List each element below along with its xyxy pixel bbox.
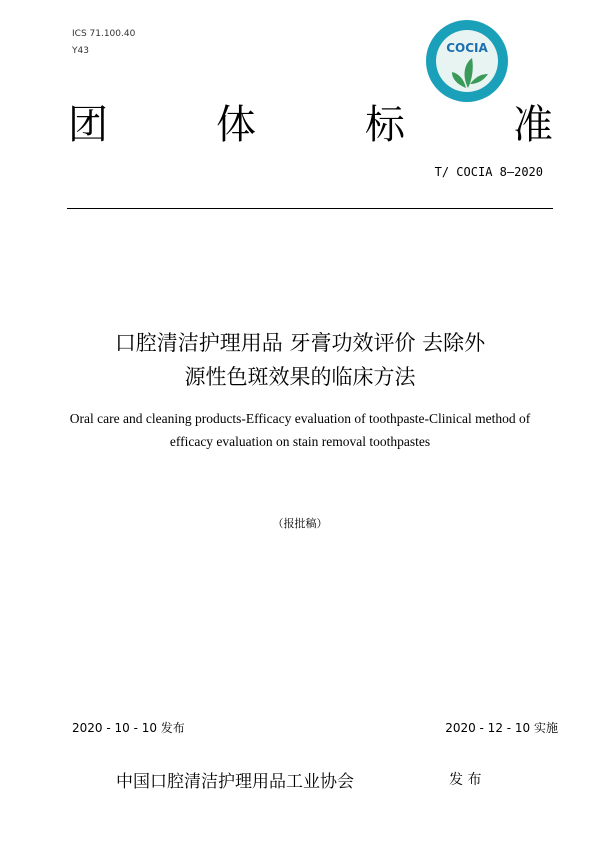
title-en-line-2: efficacy evaluation on stain removal toothpastes: [169, 434, 431, 449]
type-char-3: 标: [365, 102, 405, 148]
issuer-suffix: 发 布: [449, 772, 482, 788]
type-char-1: 团: [68, 102, 108, 148]
implement-date: 2020 - 12 - 10 实施: [445, 721, 558, 735]
cocia-logo: [424, 18, 510, 104]
issuer-name: 中国口腔清洁护理用品工业协会: [116, 772, 354, 792]
svg-text:COCIA: COCIA: [446, 41, 488, 55]
ccs-code: Y43: [72, 46, 89, 56]
type-char-4: 准: [513, 102, 553, 148]
publish-date: 2020 - 10 - 10 发布: [72, 721, 185, 735]
title-en-line-1: Oral care and cleaning products-Efficacy evaluation of toothpaste-Clinical method of: [69, 411, 531, 426]
type-char-2: 体: [216, 102, 256, 148]
standard-code: T/ COCIA 8—2020: [434, 165, 543, 179]
draft-label: （报批稿）: [272, 517, 328, 530]
header-divider: [67, 208, 553, 209]
ics-code: ICS 71.100.40: [72, 29, 136, 39]
title-cn-line-2: 源性色斑效果的临床方法: [184, 365, 416, 389]
title-cn-line-1: 口腔清洁护理用品 牙膏功效评价 去除外: [114, 331, 486, 355]
